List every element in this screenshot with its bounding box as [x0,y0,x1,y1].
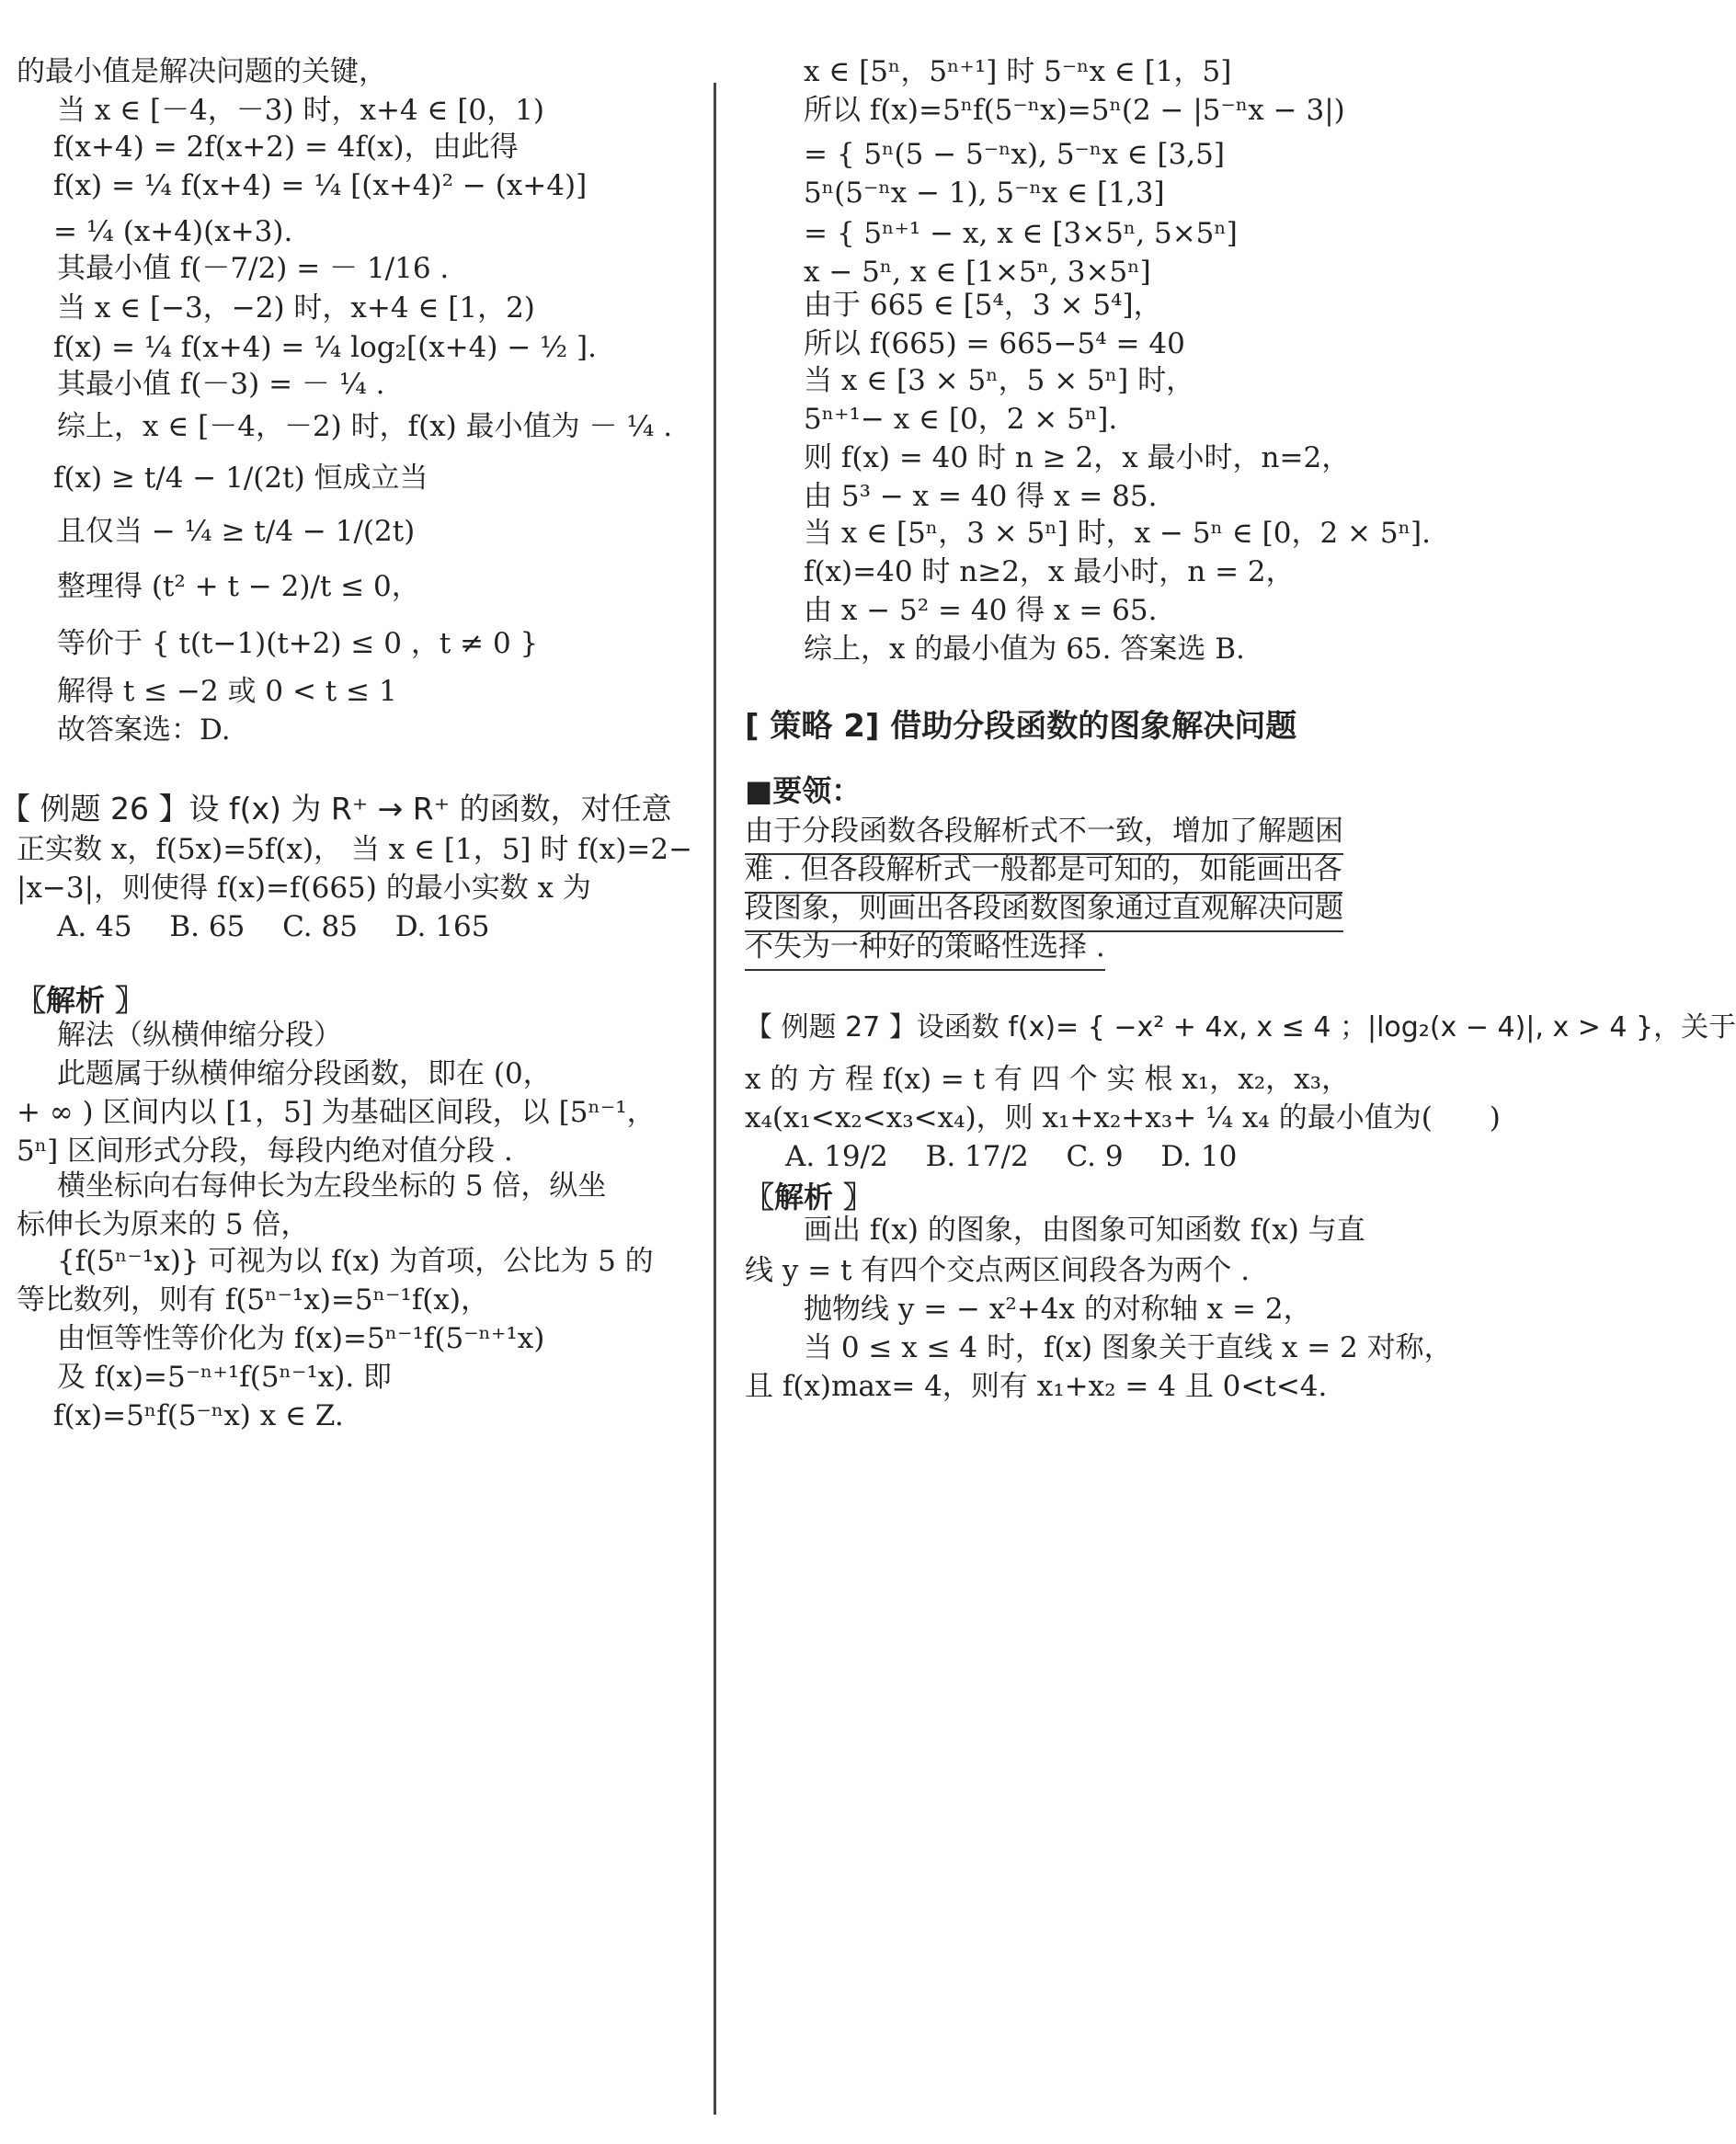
text-line: {f(5ⁿ⁻¹x)} 可视为以 f(x) 为首项，公比为 5 的 [57,1245,654,1278]
analysis-heading: 〖解析 〗 [745,1180,874,1215]
formula-line: f(x) = ¼ f(x+4) = ¼ [(x+4)² − (x+4)] [53,169,588,202]
text-line: 解得 t ≤ −2 或 0 < t ≤ 1 [57,675,397,708]
text-line: 5ⁿ] 区间形式分段，每段内绝对值分段 . [17,1135,513,1168]
text-line: |x−3|，则使得 f(x)=f(665) 的最小实数 x 为 [17,872,591,905]
text-line: 标伸长为原来的 5 倍， [17,1208,310,1241]
formula-line: f(x) = ¼ f(x+4) = ¼ log₂[(x+4) − ½ ]. [53,331,597,364]
text-line: 当 x ∈ [3 × 5ⁿ，5 × 5ⁿ] 时， [804,364,1195,397]
text-line: 综上，x ∈ [－4，－2) 时，f(x) 最小值为 － ¼ . [57,410,673,443]
formula-line: f(x) ≥ t/4 − 1/(2t) 恒成立当 [53,462,428,495]
key-points-text: 难 . 但各段解析式一般都是可知的，如能画出各 [745,851,1342,894]
text-line: 抛物线 y = − x²+4x 的对称轴 x = 2， [804,1293,1312,1326]
text-line: f(x)=5ⁿf(5⁻ⁿx) x ∈ Z. [53,1399,344,1432]
key-points-text: 段图象，则画出各段函数图象通过直观解决问题 [745,890,1343,932]
text-line: f(x+4) = 2f(x+2) = 4f(x)，由此得 [53,131,519,164]
column-divider [714,83,716,2115]
formula-line: 且仅当 − ¼ ≥ t/4 − 1/(2t) [57,515,416,548]
key-points-text: 不失为一种好的策略性选择 . [745,929,1105,971]
text-line: x₄(x₁<x₂<x₃<x₄)，则 x₁+x₂+x₃+ ¼ x₄ 的最小值为( ) [745,1101,1501,1135]
text-line: 线 y = t 有四个交点两区间段各为两个 . [745,1254,1251,1287]
text-line: 当 x ∈ [−3，−2) 时，x+4 ∈ [1，2) [57,291,535,325]
text-line: x 的 方 程 f(x) = t 有 四 个 实 根 x₁，x₂，x₃， [745,1063,1351,1096]
text-line: + ∞ ) 区间内以 [1，5] 为基础区间段，以 [5ⁿ⁻¹， [17,1096,656,1129]
text-line: 由 x − 5² = 40 得 x = 65. [804,594,1158,627]
text-line: 的最小值是解决问题的关键， [17,55,387,88]
text-line: 由 5³ − x = 40 得 x = 85. [804,480,1158,513]
text-line: 由恒等性等价化为 f(x)=5ⁿ⁻¹f(5⁻ⁿ⁺¹x) [57,1322,545,1355]
answer-options: A. 19/2 B. 17/2 C. 9 D. 10 [785,1140,1238,1173]
key-points-text: 由于分段函数各段解析式不一致，增加了解题困 [745,813,1343,855]
text-line: x ∈ [5ⁿ，5ⁿ⁺¹] 时 5⁻ⁿx ∈ [1，5] [804,55,1232,88]
formula-line: 等价于 { t(t−1)(t+2) ≤ 0 ，t ≠ 0 } [57,627,539,660]
text-line: 画出 f(x) 的图象，由图象可知函数 f(x) 与直 [804,1214,1365,1247]
text-line: 等比数列，则有 f(5ⁿ⁻¹x)=5ⁿ⁻¹f(x)， [17,1283,489,1317]
answer-options: A. 45 B. 65 C. 85 D. 165 [57,910,490,943]
text-line: 当 0 ≤ x ≤ 4 时，f(x) 图象关于直线 x = 2 对称， [804,1331,1453,1364]
text-line: 及 f(x)=5⁻ⁿ⁺¹f(5ⁿ⁻¹x). 即 [57,1361,393,1394]
example-27-title: 【 例题 27 】设函数 f(x)= { −x² + 4x, x ≤ 4 ；|log₂(x − 4)|, x > 4 }，关于 [745,1011,1736,1043]
text-line: 所以 f(665) = 665−5⁴ = 40 [804,327,1185,360]
text-line: 正实数 x，f(5x)=5f(x)， 当 x ∈ [1，5] 时 f(x)=2− [17,833,693,866]
text-line: f(x)=40 时 n≥2，x 最小时，n = 2， [804,555,1295,588]
analysis-heading: 〖解析 〗 [17,983,145,1018]
text-line: 当 x ∈ [－4，－3) 时，x+4 ∈ [0，1) [57,94,544,127]
text-line: 综上，x 的最小值为 65. 答案选 B. [804,633,1245,666]
text-line: 则 f(x) = 40 时 n ≥ 2，x 最小时，n=2， [804,441,1351,474]
text-line: 5ⁿ⁺¹− x ∈ [0，2 × 5ⁿ]. [804,403,1118,436]
text-line: 解法（纵横伸缩分段） [57,1019,342,1052]
text-line: 所以 f(x)=5ⁿf(5⁻ⁿx)=5ⁿ(2 − |5⁻ⁿx − 3|) [804,94,1345,127]
text-line: 其最小值 f(－7/2) = － 1/16 . [57,252,450,285]
text-line: 故答案选：D. [57,713,231,747]
piecewise-line: 5ⁿ(5⁻ⁿx − 1), 5⁻ⁿx ∈ [1,3] [804,177,1165,210]
text-line: 其最小值 f(－3) = － ¼ . [57,368,385,401]
key-points-heading: ■要领： [745,773,862,808]
strategy-2-heading: [ 策略 2] 借助分段函数的图象解决问题 [745,708,1297,745]
text-line: 横坐标向右每伸长为左段坐标的 5 倍，纵坐 [57,1169,607,1203]
text-line: 由于 665 ∈ [5⁴，3 × 5⁴]， [804,289,1162,322]
text-line: 且 f(x)max= 4，则有 x₁+x₂ = 4 且 0<t<4. [745,1370,1328,1403]
example-26-title: 【 例题 26 】设 f(x) 为 R⁺ → R⁺ 的函数，对任意 [0,791,672,827]
piecewise-line: = { 5ⁿ(5 − 5⁻ⁿx), 5⁻ⁿx ∈ [3,5] [804,138,1225,171]
text-line: 当 x ∈ [5ⁿ，3 × 5ⁿ] 时，x − 5ⁿ ∈ [0，2 × 5ⁿ]. [804,517,1431,550]
formula-line: 整理得 (t² + t − 2)/t ≤ 0， [57,570,420,603]
piecewise-line: = { 5ⁿ⁺¹ − x, x ∈ [3×5ⁿ, 5×5ⁿ] [804,217,1238,250]
formula-line: = ¼ (x+4)(x+3). [53,215,293,248]
text-line: 此题属于纵横伸缩分段函数，即在 (0， [57,1057,552,1090]
piecewise-line: x − 5ⁿ, x ∈ [1×5ⁿ, 3×5ⁿ] [804,256,1151,289]
